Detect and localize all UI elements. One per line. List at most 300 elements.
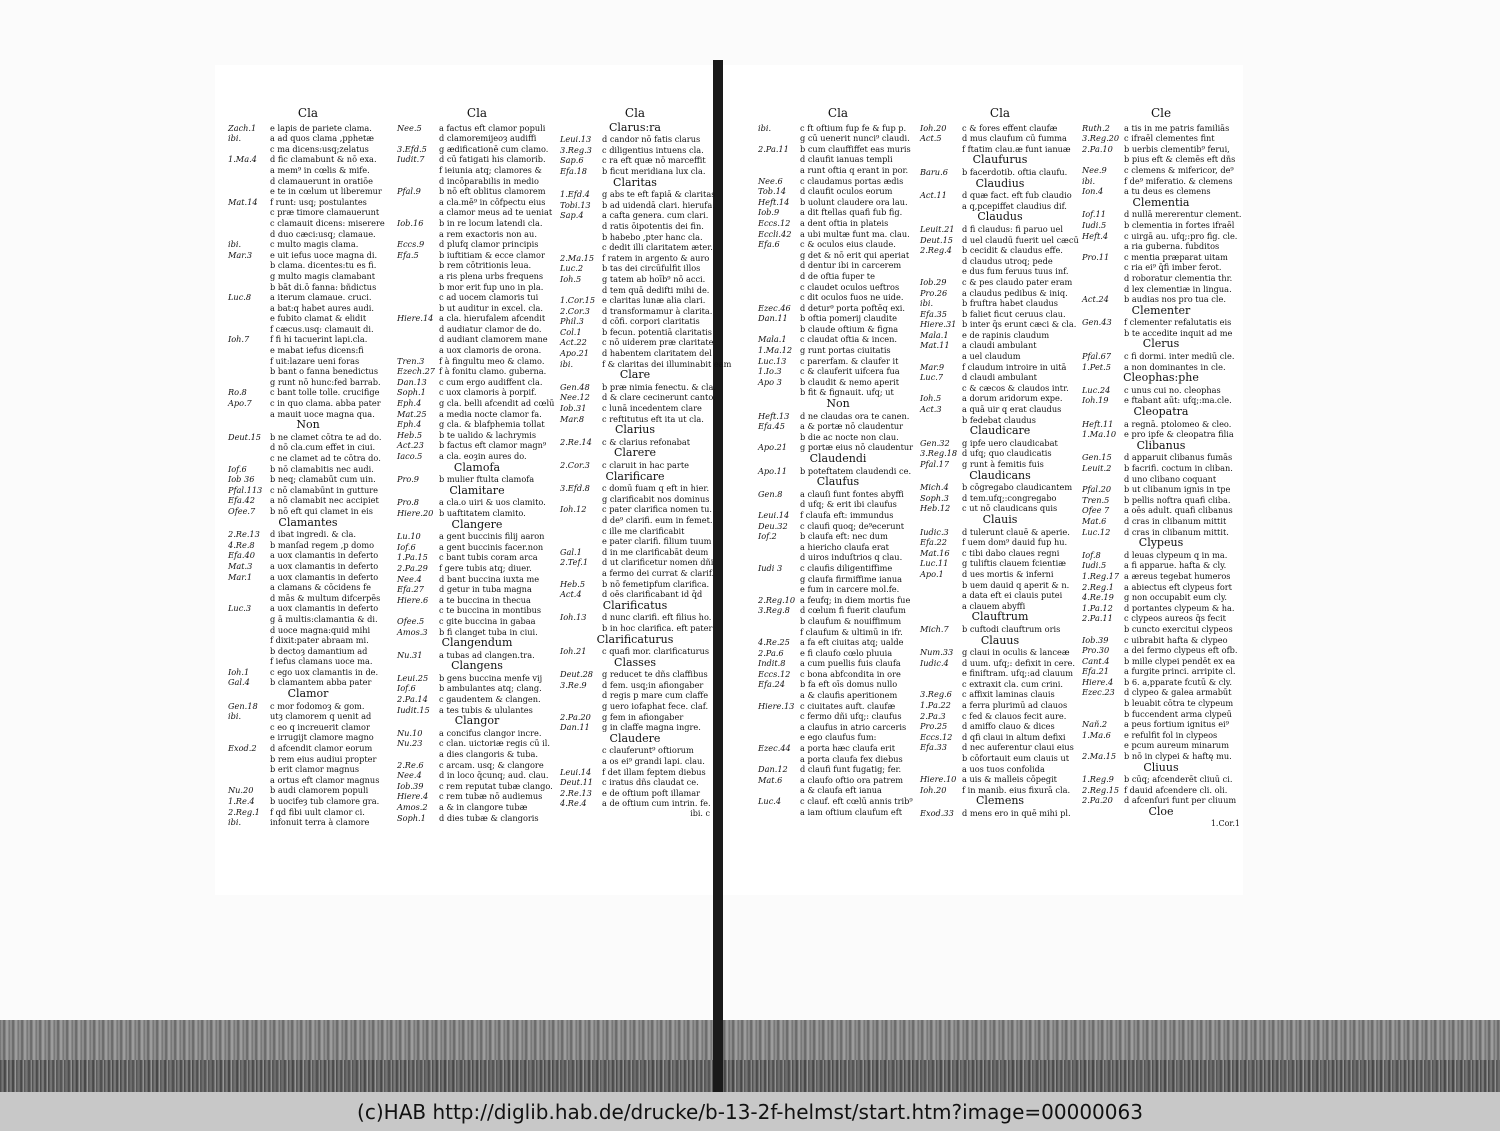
entry-text: c ciuitates auft. claufæ xyxy=(800,700,896,711)
scripture-reference: Eccli.42 xyxy=(758,228,792,239)
scripture-reference: 1.Pet.5 xyxy=(1082,361,1111,372)
concordance-entry xyxy=(560,166,710,177)
entry-text: c præ timore clamauerunt xyxy=(270,207,380,218)
concordance-entry xyxy=(228,485,388,496)
entry-text: a oēs adult. quafi clibanus xyxy=(1124,505,1233,516)
scripture-reference: Efa.21 xyxy=(1082,666,1109,677)
entry-text: d ratis ōipotentis dei fin. xyxy=(602,220,704,231)
concordance-entry xyxy=(920,438,1080,449)
concordance-entry xyxy=(397,497,557,508)
scripture-reference: Iob.9 xyxy=(758,207,780,218)
entry-text: a tubas ad clangen.tra. xyxy=(439,649,535,660)
book-gutter xyxy=(713,60,723,1100)
scripture-reference: Dan.12 xyxy=(758,764,788,775)
footer-url[interactable]: (c)HAB http://diglib.hab.de/drucke/b-13-2f-helmst/start.htm?image=00000063 xyxy=(357,1099,1143,1124)
scripture-reference: Iudi.5 xyxy=(1082,219,1107,230)
entry-text: c gaudentem & clangen. xyxy=(439,694,541,705)
entry-text: f à fonitu clamo. guberna. xyxy=(439,366,547,377)
entry-text: c clypeos aureos q̄s fecit xyxy=(1124,613,1226,624)
entry-text: b erit clamor magnus xyxy=(270,764,360,775)
section-heading: Cleophas:phe xyxy=(1123,371,1199,385)
scripture-reference: Act.4 xyxy=(560,589,582,600)
scripture-reference xyxy=(1082,698,1124,709)
concordance-entry xyxy=(228,561,388,572)
entry-text: d quæ fact. eft fub claudio xyxy=(962,190,1072,201)
scripture-reference: 1.Pa.15 xyxy=(397,552,428,563)
entry-text: g non occupabit eum cly. xyxy=(1124,592,1227,603)
concordance-entry xyxy=(1082,550,1240,561)
entry-text: g runt portas ciuitatis xyxy=(800,345,891,356)
concordance-entry xyxy=(920,190,1080,201)
entry-text: b dectoȝ damantium ad xyxy=(270,645,368,656)
entry-text: a claufus in atrio carceris xyxy=(800,721,907,732)
concordance-entry xyxy=(1082,624,1240,635)
entry-text: b neq; clamabūt cum uin. xyxy=(270,474,376,485)
entry-text: d cū fatigati his clamorib. xyxy=(439,154,546,165)
scripture-reference xyxy=(397,334,439,345)
entry-text: b cuncto exercitui clypeos xyxy=(1124,623,1233,634)
scripture-reference xyxy=(758,324,800,335)
scripture-reference xyxy=(228,593,270,604)
entry-text: g ā multis:clamantia & di. xyxy=(270,613,378,624)
entry-text: b oftia pomerij claudite xyxy=(800,313,898,324)
entry-text: a cla.mē⁹ in cōfpectu eius xyxy=(439,196,546,207)
scripture-reference: Tobi.13 xyxy=(560,199,591,210)
concordance-entry xyxy=(758,250,918,261)
entry-text: c & clarius refonabat xyxy=(602,436,691,447)
scripture-reference: Mat.11 xyxy=(920,340,950,351)
entry-text: b fa eft oīs domus nullo xyxy=(800,679,898,690)
entry-text: b iuftitiam & ecce clamor xyxy=(439,249,545,260)
concordance-entry xyxy=(920,288,1080,299)
section-heading: Claudendi xyxy=(809,452,867,465)
scripture-reference: 2.Reg.1 xyxy=(228,806,260,817)
concordance-entry xyxy=(560,526,710,537)
scripture-reference: Gen.15 xyxy=(1082,452,1112,463)
scripture-reference xyxy=(228,377,270,388)
section-heading: Clypeus xyxy=(1138,536,1184,550)
scripture-reference: Iof.6 xyxy=(228,463,247,474)
scripture-reference xyxy=(1082,273,1124,284)
scripture-reference xyxy=(397,207,439,218)
scripture-reference xyxy=(920,266,962,277)
scripture-reference: Gen.48 xyxy=(560,381,590,392)
concordance-entry xyxy=(228,260,388,271)
scripture-reference: Deut.15 xyxy=(920,234,953,245)
scripture-reference: Luc.24 xyxy=(1082,384,1111,395)
entry-text: a non dominantes in cle. xyxy=(1124,361,1226,372)
scripture-reference: 2.Reg.15 xyxy=(1082,784,1120,795)
concordance-entry xyxy=(758,605,918,616)
entry-text: f iefus clamans uoce ma. xyxy=(270,656,373,667)
concordance-entry xyxy=(758,324,918,335)
concordance-entry xyxy=(397,282,557,293)
entry-text: a factus eft clamor populi xyxy=(439,122,546,133)
scripture-reference xyxy=(758,785,800,796)
entry-text: c bant tubis coram arca xyxy=(439,552,538,563)
scripture-reference: Hiere.14 xyxy=(397,313,434,324)
entry-text: b cōgregabo claudicantem xyxy=(962,482,1073,493)
entry-text: f & claritas dei illuminabit eam xyxy=(602,358,732,369)
concordance-entry xyxy=(397,770,557,781)
scripture-reference: Iob.31 xyxy=(560,403,587,414)
concordance-entry xyxy=(560,669,710,680)
scripture-reference: 1.Pa.22 xyxy=(920,700,951,711)
scripture-reference: Mat.16 xyxy=(920,547,950,558)
concordance-entry xyxy=(758,743,918,754)
section-heading: Clarificatus xyxy=(602,598,668,612)
scripture-reference: Eccs.9 xyxy=(397,239,425,250)
concordance-entry xyxy=(397,673,557,684)
concordance-entry xyxy=(1082,666,1240,677)
concordance-entry xyxy=(397,356,557,367)
scripture-reference xyxy=(920,764,962,775)
entry-text: b inter q̄s erunt cæci & cla. xyxy=(962,319,1077,330)
scripture-reference xyxy=(758,732,800,743)
concordance-entry xyxy=(1082,284,1240,295)
entry-text: c ut nō claudicans quis xyxy=(962,503,1058,514)
scripture-reference: Nu.31 xyxy=(397,649,423,660)
scripture-reference: Soph.1 xyxy=(397,387,426,398)
concordance-entry xyxy=(920,298,1080,309)
concordance-entry xyxy=(560,536,710,547)
scripture-reference: Col.1 xyxy=(560,326,582,337)
entry-text: d plufq clamor principis xyxy=(439,239,539,250)
entry-text: a ad quos clama ,pphetæ xyxy=(270,133,374,144)
concordance-entry xyxy=(397,749,557,760)
concordance-entry xyxy=(560,712,710,723)
entry-text: b habebo ,pter hanc cla. xyxy=(602,231,703,242)
scripture-reference: Apo.11 xyxy=(758,465,787,476)
concordance-entry xyxy=(920,123,1080,134)
entry-text: a fa eft ciuitas atq; ualde xyxy=(800,637,904,648)
scripture-reference xyxy=(758,154,800,165)
scripture-reference: Gen.43 xyxy=(1082,317,1112,328)
concordance-entry xyxy=(1082,452,1240,463)
entry-text: b nō eft qui clamet in eis xyxy=(270,505,373,516)
scripture-reference: Luc.2 xyxy=(560,263,584,274)
scripture-reference xyxy=(758,292,800,303)
entry-text: f claufum & ultimū in ifr. xyxy=(800,626,903,637)
scripture-reference xyxy=(920,590,962,601)
entry-text: c gite buccina in gabaa xyxy=(439,615,536,626)
concordance-column-2 xyxy=(397,108,557,823)
concordance-entry xyxy=(758,584,918,595)
scripture-reference: Nee.4 xyxy=(397,770,422,781)
concordance-entry xyxy=(228,582,388,593)
scripture-reference xyxy=(758,584,800,595)
entry-text: e fubito clamat & elidit xyxy=(270,313,367,324)
concordance-entry xyxy=(758,239,918,250)
scripture-reference xyxy=(920,383,962,394)
entry-text: c claruit in hac parte xyxy=(602,460,689,470)
concordance-entry xyxy=(1082,592,1240,603)
entry-text: c te buccina in montibus xyxy=(439,605,542,616)
entry-text: c fermo dñi ufq;: claufus xyxy=(800,711,902,722)
scripture-reference: Nu.23 xyxy=(397,738,423,749)
concordance-entry xyxy=(1082,709,1240,720)
entry-text: c fi dormi. inter mediū cle. xyxy=(1124,351,1235,362)
scripture-reference xyxy=(560,568,602,579)
entry-text: b manſad regem ,p domo xyxy=(270,539,375,550)
concordance-entry xyxy=(560,777,710,788)
scripture-reference: Deu.32 xyxy=(758,520,788,531)
entry-text: a uox clamantis in deferto xyxy=(270,603,379,614)
concordance-entry xyxy=(228,356,388,367)
concordance-entry xyxy=(397,683,557,694)
scripture-reference: 1.Efd.4 xyxy=(560,189,590,200)
concordance-entry xyxy=(1082,351,1240,362)
scripture-reference xyxy=(228,282,270,293)
concordance-entry xyxy=(1082,774,1240,785)
concordance-entry xyxy=(560,232,710,243)
section-heading: Non xyxy=(826,397,850,411)
scripture-reference: Efa.5 xyxy=(397,249,419,260)
concordance-entry xyxy=(560,242,713,253)
concordance-entry xyxy=(397,218,557,229)
entry-text: b claufa eft: nec dum xyxy=(800,531,888,542)
scripture-reference xyxy=(758,260,800,271)
concordance-entry xyxy=(758,186,918,197)
scripture-reference: Ioh.12 xyxy=(560,504,587,515)
entry-text: f gere tubis atq; diuer. xyxy=(439,562,532,573)
entry-text: f ftatim clau.æ funt ianuæ xyxy=(962,143,1071,154)
entry-text: d dies tubæ & clangoris xyxy=(439,812,539,823)
scripture-reference xyxy=(920,601,962,612)
entry-text: a iterum clamaue. cruci. xyxy=(270,292,372,303)
entry-text: e irrugijt clamore magno xyxy=(270,732,374,743)
concordance-entry xyxy=(1082,495,1240,506)
concordance-entry xyxy=(228,635,388,646)
entry-text: b mor erit fup uno in pla. xyxy=(439,281,544,292)
concordance-entry xyxy=(1082,165,1240,176)
entry-text: d nō cla.cum effet in ciui. xyxy=(270,442,376,453)
scripture-reference: Luc.12 xyxy=(1082,526,1111,537)
scripture-reference: Iudi 3 xyxy=(758,562,783,573)
entry-text: b bāt di.ō fanna: bñdictus xyxy=(270,281,377,292)
concordance-entry xyxy=(397,563,557,574)
entry-text: a quā uir q erat claudus xyxy=(962,404,1062,415)
entry-text: infonuit terra à clamore xyxy=(270,817,370,828)
concordance-entry xyxy=(228,667,388,678)
scripture-reference xyxy=(228,260,270,271)
concordance-entry xyxy=(758,510,918,521)
concordance-entry xyxy=(228,701,388,712)
concordance-entry xyxy=(920,580,1080,591)
concordance-entry xyxy=(228,377,388,388)
section-heading: Clangor xyxy=(454,714,500,728)
scripture-reference: Iob.39 xyxy=(1082,634,1109,645)
section-heading: Clamitare xyxy=(449,483,505,497)
scripture-reference: 4.Re.25 xyxy=(758,637,790,648)
scripture-reference: Sap.6 xyxy=(560,155,584,166)
entry-text: a cla.o uiri & uos clamito. xyxy=(439,497,546,508)
scripture-reference: Ezec.44 xyxy=(758,743,791,754)
scripture-reference xyxy=(758,552,800,563)
concordance-entry xyxy=(758,165,918,176)
entry-text: a fi apparue. hafta & cly. xyxy=(1124,560,1227,571)
concordance-entry xyxy=(758,775,918,786)
entry-text: d getur in tuba magna xyxy=(439,584,532,595)
scripture-reference: Nu.20 xyxy=(228,785,254,796)
scripture-reference xyxy=(920,144,962,155)
concordance-entry xyxy=(228,764,388,775)
entry-text: f fi hi tacuerint lapi.cla. xyxy=(270,334,368,345)
concordance-entry xyxy=(228,387,388,398)
concordance-entry xyxy=(397,728,557,739)
scripture-reference: 2.Re.6 xyxy=(397,759,424,770)
scripture-reference: 3.Reg.20 xyxy=(1082,133,1120,144)
scripture-reference: Luc.13 xyxy=(758,355,787,366)
concordance-entry xyxy=(228,207,388,218)
entry-text: c uibrabit hafta & clypeo xyxy=(1124,634,1228,645)
entry-text: c iratus dñs claudat ce. xyxy=(602,777,699,788)
concordance-entry xyxy=(228,775,388,786)
entry-text: b cum clauffiffet eas muris xyxy=(800,143,911,154)
concordance-entry xyxy=(228,218,388,229)
concordance-entry xyxy=(920,753,1080,764)
scripture-reference: Luc.11 xyxy=(920,558,949,569)
concordance-entry xyxy=(397,605,557,616)
entry-text: c ma dicens:usq;zelatus xyxy=(270,143,369,154)
scripture-reference xyxy=(1082,740,1124,751)
scripture-reference: Iob.16 xyxy=(397,217,424,228)
entry-text: b uolunt claudere ora lau. xyxy=(800,196,908,207)
entry-text: d roboratur clementia thr. xyxy=(1124,272,1233,283)
scripture-reference: Pfal.20 xyxy=(1082,484,1112,495)
concordance-entry xyxy=(758,271,918,282)
scripture-reference xyxy=(920,679,962,690)
concordance-entry xyxy=(397,334,557,345)
entry-text: a rem exactoris non au. xyxy=(439,228,537,239)
concordance-entry xyxy=(228,785,388,796)
entry-text: d candor nō fatis clarus xyxy=(602,134,701,145)
scripture-reference: Mat.14 xyxy=(228,196,258,207)
entry-text: a furgite princi. arripite cl. xyxy=(1124,666,1236,677)
scripture-reference: Leui.14 xyxy=(560,766,592,777)
concordance-entry xyxy=(228,133,388,144)
entry-text: b cecidit & claudus effe. xyxy=(962,245,1063,256)
concordance-entry xyxy=(758,123,918,134)
scripture-reference: Nee.12 xyxy=(560,392,590,403)
concordance-entry xyxy=(758,260,918,271)
concordance-entry xyxy=(228,464,388,475)
scripture-reference: Mat.6 xyxy=(758,774,783,785)
concordance-column-4 xyxy=(758,108,918,817)
entry-text: d ut clarificetur nomen dñi xyxy=(602,557,714,568)
entry-text: d fem. usq;in afiongaber xyxy=(602,679,704,690)
entry-text: d bant buccina iuxta me xyxy=(439,573,540,584)
concordance-entry xyxy=(228,123,388,134)
concordance-entry xyxy=(920,742,1080,753)
entry-text: a tes tubis & ululantes xyxy=(439,704,533,715)
scripture-reference: 1.Ma.4 xyxy=(228,154,257,165)
concordance-entry xyxy=(758,334,918,345)
scripture-reference xyxy=(228,229,270,240)
entry-text: g claufa firmiffime ianua xyxy=(800,573,903,584)
concordance-entry xyxy=(920,351,1080,362)
scripture-reference xyxy=(228,732,270,743)
entry-text: g reducet te dñs claffibus xyxy=(602,669,708,680)
catchword: 1.Cor.1 xyxy=(1210,818,1240,828)
section-heading: Clauftrum xyxy=(971,610,1029,624)
concordance-entry xyxy=(1082,231,1240,242)
concordance-entry xyxy=(397,324,557,335)
scripture-reference: 2.Tef.1 xyxy=(560,557,589,568)
concordance-entry xyxy=(397,250,557,261)
entry-text: d afcendit clamor eorum xyxy=(270,743,373,754)
concordance-entry xyxy=(228,625,388,636)
entry-text: a dies clangoris & tuba. xyxy=(439,749,539,760)
entry-text: d lex clementiæ in lingua. xyxy=(1124,283,1232,294)
scripture-reference: 2.Pa.6 xyxy=(758,647,784,658)
scripture-reference: Cant.4 xyxy=(1082,655,1110,666)
entry-text: c clamauit dicens: miserere xyxy=(270,217,385,228)
entry-text: g abs te eft fapiā & claritas xyxy=(602,189,716,200)
concordance-entry xyxy=(560,274,710,285)
scripture-reference xyxy=(758,133,800,144)
concordance-entry xyxy=(560,189,716,200)
concordance-entry xyxy=(560,701,710,712)
scripture-reference: Iudic.4 xyxy=(920,657,949,668)
entry-text: c clan. uictoriæ regis cū il. xyxy=(439,738,551,749)
concordance-entry xyxy=(758,421,918,432)
entry-text: b pellis noftra quafi cliba. xyxy=(1124,494,1231,505)
concordance-entry xyxy=(397,197,557,208)
entry-text: a uis & malleis cōpegit xyxy=(962,774,1057,785)
section-heading: Claudicare xyxy=(969,424,1031,438)
entry-text: d cras in clibanum mittit xyxy=(1124,515,1227,526)
section-heading: Clamor xyxy=(287,687,329,701)
scripture-reference: Iob.39 xyxy=(397,780,424,791)
concordance-entry xyxy=(560,557,714,568)
scripture-reference: Hiere.10 xyxy=(920,774,957,785)
scripture-reference xyxy=(228,754,270,765)
concordance-entry xyxy=(397,313,557,324)
scripture-reference: 2.Pa.20 xyxy=(560,711,591,722)
entry-text: d tem quā dedifti mihi de. xyxy=(602,284,710,295)
entry-text: g clarificabit nos dominus xyxy=(602,493,710,504)
entry-text: a dent oftia in plateis xyxy=(800,217,889,228)
scripture-reference xyxy=(228,722,270,733)
entry-text: c & cæcos & claudos intr. xyxy=(962,382,1069,393)
column-heading: Cle xyxy=(1150,106,1172,120)
scripture-reference xyxy=(1082,624,1124,635)
scripture-reference xyxy=(228,165,270,176)
scripture-reference: 2.Pa.29 xyxy=(397,562,428,573)
concordance-entry xyxy=(397,207,557,218)
concordance-entry xyxy=(758,313,918,324)
concordance-entry xyxy=(1082,687,1240,698)
concordance-entry xyxy=(228,345,388,356)
scripture-reference: Sap.4 xyxy=(560,210,584,221)
concordance-entry xyxy=(560,547,710,558)
concordance-entry xyxy=(758,229,918,240)
section-heading: Claufus xyxy=(816,475,860,489)
entry-text: f det illam feptem diebus xyxy=(602,766,706,777)
section-heading: Clementia xyxy=(1132,195,1190,209)
entry-text: a cafta genera. cum clari. xyxy=(602,210,709,221)
entry-text: a iam oftium claufum eft xyxy=(800,806,903,817)
scripture-reference: Iof.6 xyxy=(397,683,416,694)
concordance-entry xyxy=(397,813,557,824)
scripture-reference: Zach.1 xyxy=(228,122,257,133)
entry-text: d clamoremijeoȝ audiffi xyxy=(439,133,537,144)
concordance-entry xyxy=(1082,571,1240,582)
entry-text: b audias nos pro tua cle. xyxy=(1124,294,1226,305)
entry-text: a media nocte clamor fa. xyxy=(439,408,542,419)
scripture-reference: ibi. xyxy=(228,133,242,144)
